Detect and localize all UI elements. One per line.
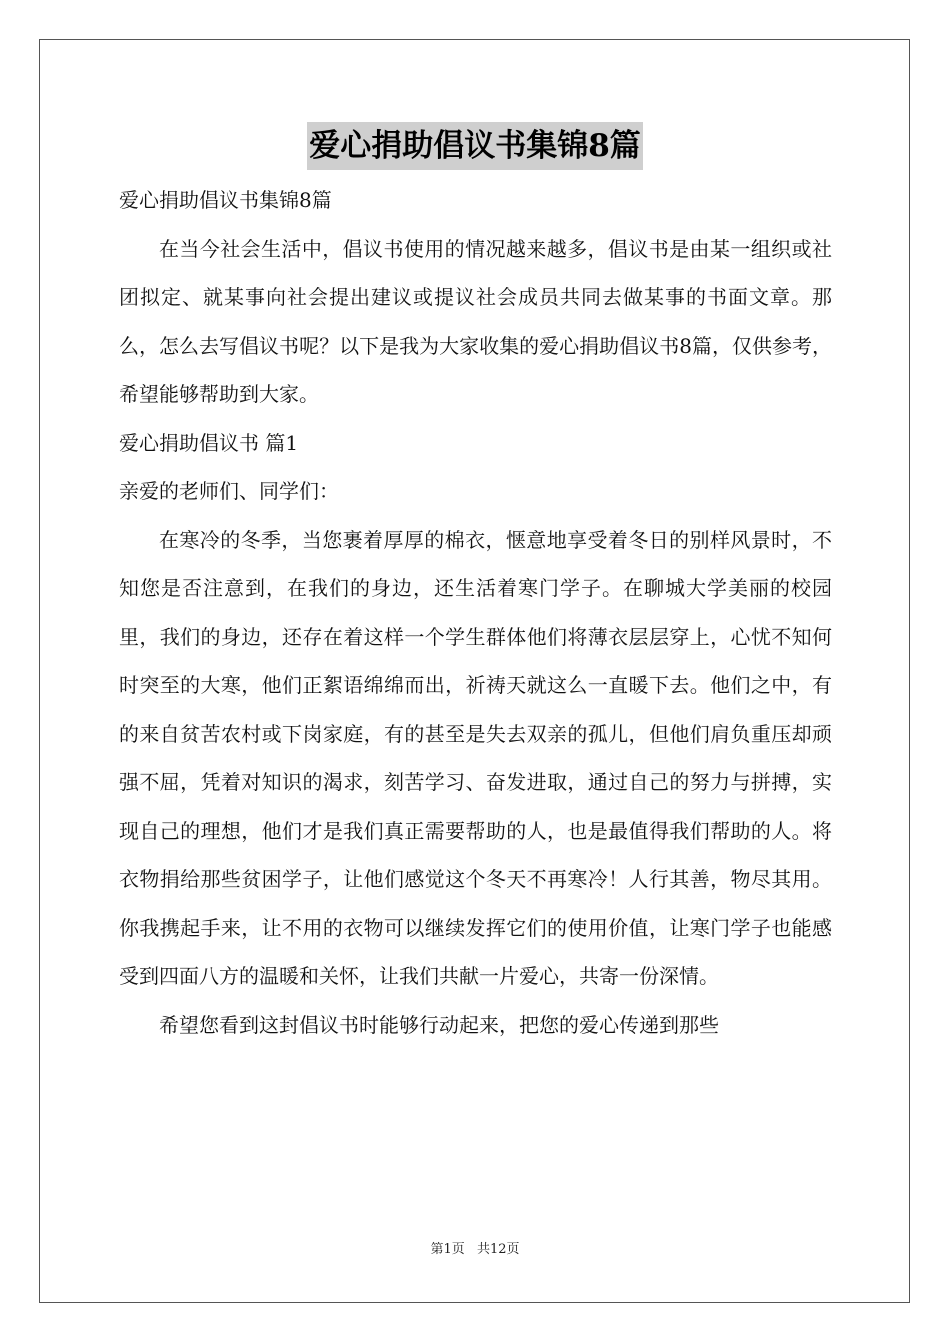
paragraph: 爱心捐助倡议书集锦8篇 (119, 188, 332, 212)
document-title: 爱心捐助倡议书集锦8篇 (307, 122, 643, 170)
page-footer (0, 1238, 950, 1257)
paragraph: 亲爱的老师们、同学们： (119, 479, 339, 503)
paragraph: 爱心捐助倡议书 篇1 (119, 430, 299, 455)
paragraph: 在当今社会生活中，倡议书使用的情况越来越多，倡议书是由某一组织或社团拟定、就某事向社会提出建议或提议社会成员共同去做某事的书面文章。那么，怎么去写倡议书呢？以下是我为大家收集的爱心捐助倡议书8篇，仅供参考，希望能够帮助到大家。 (119, 236, 832, 406)
paragraph: 在寒冷的冬季，当您裹着厚厚的棉衣，惬意地享受着冬日的别样风景时，不知您是否注意到，在我们的身边，还生活着寒门学子。在聊城大学美丽的校园里，我们的身边，还存在着这样一个学生群体他们将薄衣层层穿上，心忧不知何时突至的大寒，他们正絮语绵绵而出，祈祷天就这么一直暖下去。他们之中，有的来自贫苦农村或下岗家庭，有的甚至是失去双亲的孤儿，但他们肩负重压却顽强不屈，凭着对知识的渴求，刻苦学习、奋发进取，通过自己的努力与拼搏，实现自己的理想，他们才是我们真正需要帮助的人，也是最值得我们帮助的人。将衣物捐给那些贫困学子，让他们感觉这个冬天不再寒冷！人行其善，物尽其用。你我携起手来，让不用的衣物可以继续发挥它们的使用价值，让寒门学子也能感受到四面八方的温暖和关怀，让我们共献一片爱心，共寄一份深情。 (119, 527, 832, 988)
paragraph: 希望您看到这封倡议书时能够行动起来，把您的爱心传递到那些 (159, 1012, 719, 1037)
page-total: 共12页 (476, 1242, 520, 1257)
page-number: 第1页 (430, 1242, 465, 1257)
document-body (119, 176, 832, 1049)
title-container (0, 122, 950, 170)
